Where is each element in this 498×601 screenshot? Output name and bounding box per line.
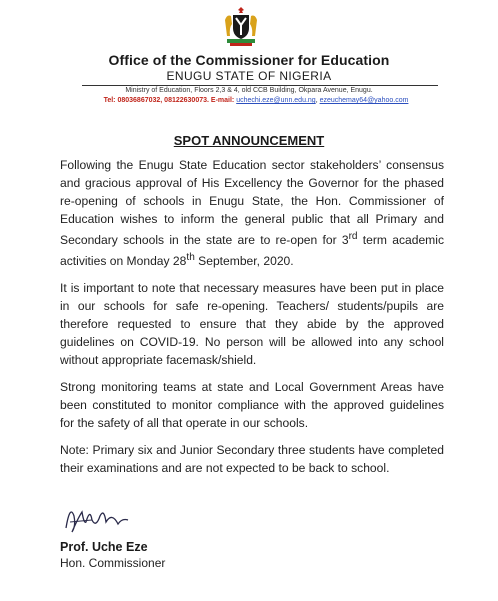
coat-of-arms-icon — [221, 6, 261, 48]
paragraph-3: Strong monitoring teams at state and Local Government Areas have been constituted to monitor compliance with the approved guidelines for the safety of all that operate in our schools. — [60, 380, 444, 431]
announcement-headline: SPOT ANNOUNCEMENT — [173, 133, 325, 148]
paragraph-1: Following the Enugu State Education sector stakeholders’ consensus and gracious approval of His Excellency the Governor for the phased re-opening of schools in Enugu State, the Hon. Commissioner of Education wishes to inform the general public that all Primary and Secondary schools in the state are to re-open for 3rd term academic activities on Monday 28th September, 2020. — [60, 158, 444, 269]
email-link-2[interactable]: ezeuchemay64@yahoo.com — [319, 97, 409, 104]
tel-label: Tel: — [103, 97, 116, 104]
office-address: Ministry of Education, Floors 2,3 & 4, old CCB Building, Okpara Avenue, Enugu. — [125, 87, 373, 94]
email-label: E-mail: — [210, 97, 235, 104]
ordinal-suffix: rd — [348, 231, 358, 242]
tel-numbers: 08036867032, 08122630073. — [117, 97, 209, 104]
signature-icon — [62, 498, 132, 538]
paragraph-2: It is important to note that necessary measures have been put in place in our schools for safe re-opening. Teachers/ students/pupils are therefore requested to ensure that they abide by the approved guidelines on COVID-19. No person will be allowed into any school without appropriate facemask/shield. — [60, 281, 444, 368]
signatory-name: Prof. Uche Eze — [60, 540, 148, 554]
announcement-body — [60, 156, 444, 486]
ordinal-suffix: th — [186, 252, 195, 264]
office-title: Office of the Commissioner for Education — [108, 52, 390, 68]
email-link-1[interactable]: uchechi.eze@unn.edu.ng — [236, 97, 316, 104]
contact-line — [66, 97, 446, 104]
header-divider — [82, 85, 438, 86]
state-title: ENUGU STATE OF NIGERIA — [166, 69, 332, 83]
paragraph-4: Note: Primary six and Junior Secondary three students have completed their examinations and are not expected to be back to school. — [60, 443, 444, 476]
signatory-title: Hon. Commissioner — [60, 556, 166, 570]
email-separator: , — [315, 97, 320, 104]
